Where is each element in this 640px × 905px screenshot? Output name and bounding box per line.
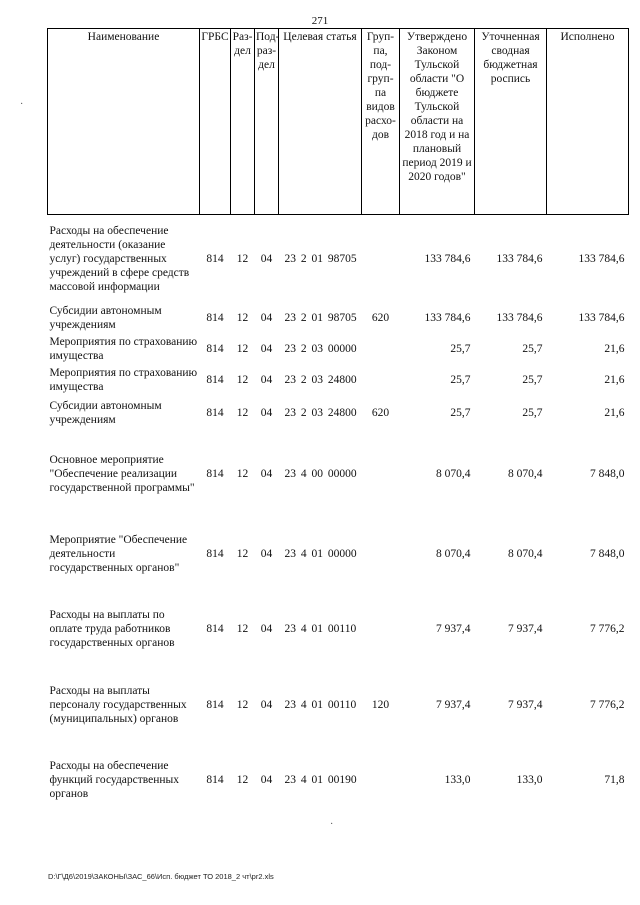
row-grbs: 814 — [206, 312, 224, 324]
row-name: Мероприятия по страхованию имущества — [49, 336, 198, 362]
table-row — [48, 365, 629, 396]
col-executed-header: Исполнено — [547, 29, 629, 215]
col-name-header: Наименование — [48, 29, 200, 215]
row-approved: 133 784,6 — [424, 312, 471, 324]
col-approved-header: Утверждено Законом Тульской области "О бюджете Тульской области на 2018 год и на плановый период 2019 и 2020 годов" — [400, 29, 475, 215]
row-grbs: 814 — [206, 547, 224, 560]
table-row — [48, 518, 629, 590]
row-podrazdel: 04 — [260, 374, 273, 386]
row-group — [362, 334, 400, 365]
row-target: 23 2 03 24800 — [284, 406, 357, 419]
table-row — [48, 590, 629, 668]
row-grbs: 814 — [206, 343, 224, 355]
row-name: Мероприятия по страхованию имущества — [49, 367, 198, 393]
row-executed: 21,6 — [604, 343, 625, 355]
row-name: Расходы на обеспечение деятельности (оказание услуг) государственных учреждений в сфере средств массовой информации — [49, 224, 190, 293]
row-grbs: 814 — [206, 773, 224, 786]
row-target: 23 4 01 00190 — [284, 773, 357, 786]
col-group-header: Груп-па, под-груп-па видов расхо-дов — [362, 29, 400, 215]
row-grbs: 814 — [206, 252, 224, 265]
table-row — [48, 303, 629, 334]
table-row — [48, 742, 629, 818]
row-group — [362, 742, 400, 818]
row-approved: 133 784,6 — [424, 252, 471, 265]
row-name: Расходы на выплаты персоналу государственных (муниципальных) органов — [49, 684, 187, 725]
table-row — [48, 668, 629, 742]
col-podrazdel-header: Под-раз-дел — [255, 29, 279, 215]
row-razdel: 12 — [236, 698, 249, 711]
row-target: 23 4 00 00000 — [284, 467, 357, 480]
col-target-header: Целевая статья — [279, 29, 362, 215]
row-refined: 133 784,6 — [496, 312, 543, 324]
row-podrazdel: 04 — [260, 467, 273, 480]
row-executed: 71,8 — [604, 773, 625, 786]
row-approved: 8 070,4 — [436, 547, 471, 560]
row-group — [362, 430, 400, 518]
table-row — [48, 215, 629, 303]
table-row — [48, 430, 629, 518]
row-refined: 133 784,6 — [496, 252, 543, 265]
row-name: Основное мероприятие "Обеспечение реализации государственной программы" — [49, 453, 195, 494]
row-group — [362, 215, 400, 303]
row-approved: 133,0 — [444, 773, 471, 786]
col-refined-header: Уточненная сводная бюджетная роспись — [475, 29, 547, 215]
row-executed: 21,6 — [604, 374, 625, 386]
row-group — [362, 365, 400, 396]
budget-table-wrapper — [47, 28, 628, 818]
row-grbs: 814 — [206, 467, 224, 480]
table-header-row — [48, 29, 629, 215]
row-razdel: 12 — [236, 312, 249, 324]
row-approved: 7 937,4 — [436, 622, 471, 635]
row-name: Расходы на выплаты по оплате труда работников государственных органов — [49, 608, 175, 649]
row-target: 23 4 01 00110 — [284, 622, 357, 635]
row-grbs: 814 — [206, 406, 224, 419]
row-name: Субсидии автономным учреждениям — [49, 305, 162, 331]
row-razdel: 12 — [236, 467, 249, 480]
row-podrazdel: 04 — [260, 312, 273, 324]
row-razdel: 12 — [236, 374, 249, 386]
row-podrazdel: 04 — [260, 406, 273, 419]
budget-table — [47, 28, 629, 818]
row-refined: 8 070,4 — [508, 547, 543, 560]
file-path-footer: D:\Г\Д6\2019\ЗАКОНЫ\ЗАС_66\Исп. бюджет ТО 2018_2 чт\pr2.xls — [48, 872, 274, 881]
row-executed: 7 848,0 — [590, 547, 625, 560]
table-row — [48, 334, 629, 365]
row-target: 23 4 01 00110 — [284, 698, 357, 711]
row-razdel: 12 — [236, 547, 249, 560]
row-executed: 21,6 — [604, 406, 625, 419]
row-razdel: 12 — [236, 406, 249, 419]
row-name: Субсидии автономным учреждениям — [49, 399, 162, 426]
row-grbs: 814 — [206, 374, 224, 386]
row-target: 23 2 03 24800 — [284, 374, 357, 386]
row-approved: 7 937,4 — [436, 698, 471, 711]
scan-speck: · — [330, 819, 334, 830]
row-razdel: 12 — [236, 622, 249, 635]
scan-speck: · — [20, 99, 24, 110]
row-name: Расходы на обеспечение функций государственных органов — [49, 759, 180, 800]
row-refined: 8 070,4 — [508, 467, 543, 480]
row-executed: 7 776,2 — [590, 698, 625, 711]
row-target: 23 2 01 98705 — [284, 252, 357, 265]
row-podrazdel: 04 — [260, 622, 273, 635]
row-group: 620 — [371, 406, 390, 419]
row-refined: 7 937,4 — [508, 698, 543, 711]
row-approved: 25,7 — [450, 343, 471, 355]
row-refined: 7 937,4 — [508, 622, 543, 635]
col-grbs-header: ГРБС — [200, 29, 231, 215]
row-grbs: 814 — [206, 622, 224, 635]
row-refined: 25,7 — [522, 374, 543, 386]
row-name: Мероприятие "Обеспечение деятельности государственных органов" — [49, 533, 188, 574]
row-target: 23 2 01 98705 — [284, 312, 357, 324]
table-row — [48, 396, 629, 430]
row-executed: 7 848,0 — [590, 467, 625, 480]
row-group — [362, 590, 400, 668]
row-approved: 25,7 — [450, 406, 471, 419]
row-group: 120 — [371, 698, 390, 711]
row-podrazdel: 04 — [260, 343, 273, 355]
row-razdel: 12 — [236, 252, 249, 265]
row-executed: 133 784,6 — [578, 312, 625, 324]
row-executed: 7 776,2 — [590, 622, 625, 635]
row-podrazdel: 04 — [260, 773, 273, 786]
row-refined: 25,7 — [522, 343, 543, 355]
col-razdel-header: Раз-дел — [231, 29, 255, 215]
row-group — [362, 518, 400, 590]
row-podrazdel: 04 — [260, 547, 273, 560]
row-razdel: 12 — [236, 773, 249, 786]
row-target: 23 2 03 00000 — [284, 343, 357, 355]
row-approved: 25,7 — [450, 374, 471, 386]
row-grbs: 814 — [206, 698, 224, 711]
page-number: 271 — [311, 15, 329, 27]
row-refined: 25,7 — [522, 406, 543, 419]
row-group: 620 — [371, 312, 390, 324]
row-razdel: 12 — [236, 343, 249, 355]
row-podrazdel: 04 — [260, 698, 273, 711]
row-executed: 133 784,6 — [578, 252, 625, 265]
row-podrazdel: 04 — [260, 252, 273, 265]
row-approved: 8 070,4 — [436, 467, 471, 480]
row-target: 23 4 01 00000 — [284, 547, 357, 560]
row-refined: 133,0 — [516, 773, 543, 786]
